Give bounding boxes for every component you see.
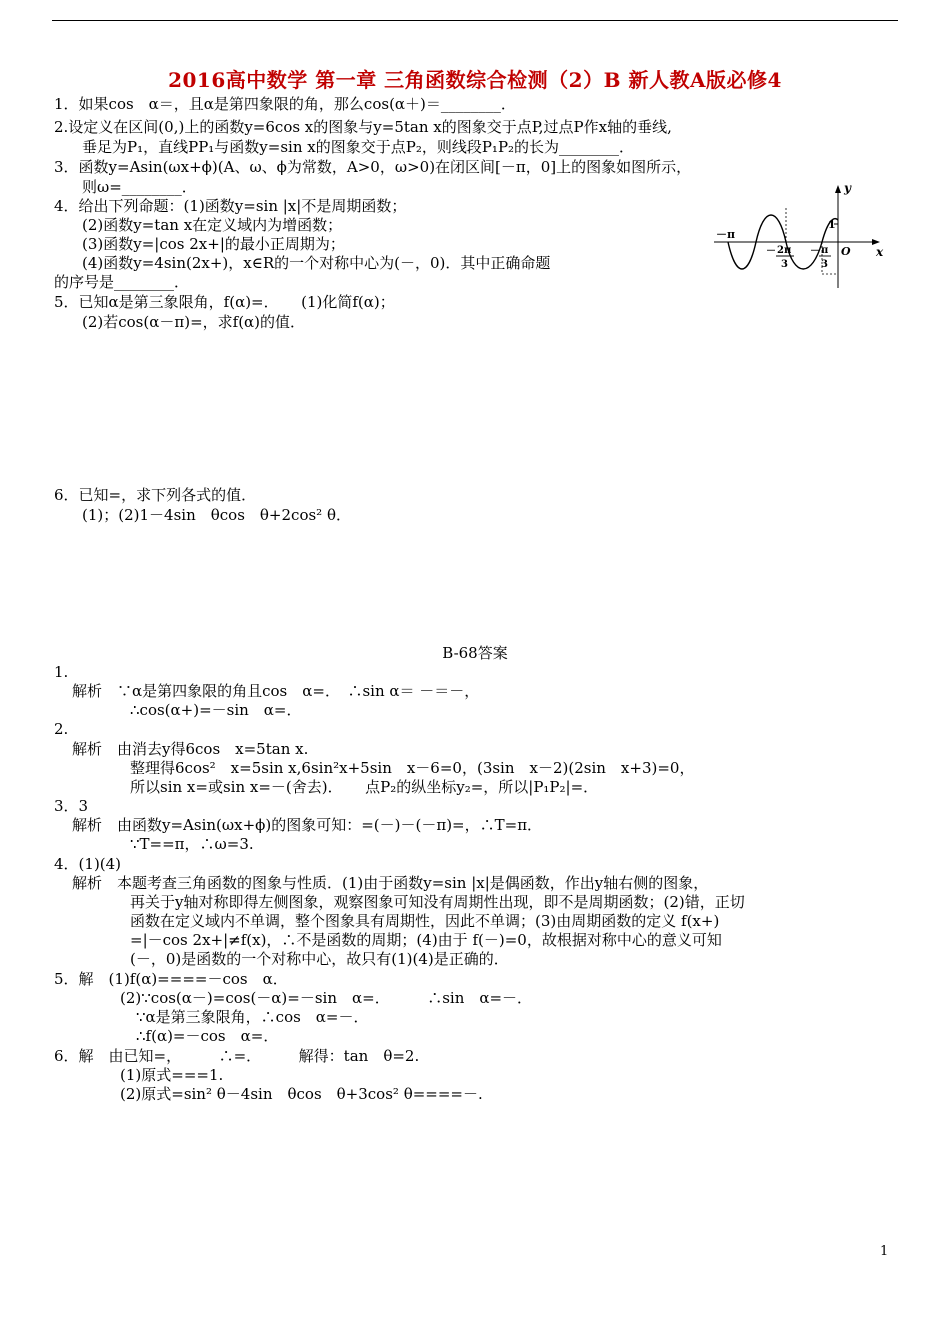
neg-pi-third-den: 3 [821,259,828,270]
answer-1-cont: ∴cos(α+)=－sin α=． [130,701,302,719]
question-3: 3．函数y=Asin(ωx+ϕ)(A、ω、ϕ为常数，A>0，ω>0)在闭区间[－π，0]上的图象如图所示， [54,158,692,176]
top-rule [52,20,898,21]
question-2: 2.设定义在区间(0,)上的函数y=6cos x的图象与y=5tan x的图象交于点P,过点P作x轴的垂线, [54,118,672,136]
answers-heading: B-68答案 [442,644,508,662]
answer-3-analysis: 解析 由函数y=Asin(ωx+ϕ)的图象可知：=(－)－(－π)=，∴T=π． [72,816,543,834]
question-3-cont: 则ω=________． [82,178,197,196]
answer-1-label: 1. [54,663,69,681]
answer-6-solution: 6．解 由已知=， ∴=． 解得：tan θ=2. [54,1047,420,1065]
x-axis-label: x [876,245,884,259]
question-4: 4．给出下列命题：(1)函数y=sin |x|不是周期函数； [54,197,407,215]
y-axis-label: y [844,181,851,195]
answer-4-cont-3: =|－cos 2x+|≠f(x)，∴不是函数的周期；(4)由于 f(－)=0，故根据对称中心的意义可知 [130,931,722,949]
question-5-part-2: (2)若cos(α－π)=，求f(α)的值． [82,313,306,331]
answer-2-cont-1: 整理得6cos² x=5sin x,6sin²x+5sin x－6=0，(3sin x－2)(2sin x+3)=0， [130,759,695,777]
answer-4-cont-1: 再关于y轴对称即得左侧图象，观察图象可知没有周期性出现，即不是周期函数；(2)错，正切 [130,893,745,911]
question-4-item-3: (3)函数y=|cos 2x+|的最小正周期为； [82,235,345,253]
page-number: 1 [880,1244,889,1259]
answer-4-cont-4: (－，0)是函数的一个对称中心，故只有(1)(4)是正确的． [130,950,509,968]
answer-4-analysis: 解析 本题考查三角函数的图象与性质．(1)由于函数y=sin |x|是偶函数，作出y轴右侧的图象， [72,874,709,892]
answer-6-part-2: (2)原式=sin² θ－4sin θcos θ+3cos² θ====－. [120,1085,483,1103]
answer-2-cont-2: 所以sin x=或sin x=－(舍去)． 点P₂的纵坐标y₂=，所以|P₁P₂|=． [130,778,599,796]
question-4-cont: 的序号是________． [54,273,190,291]
answer-5-part-2: (2)∵cos(α－)=cos(－α)=－sin α=． ∴sin α=－． [120,989,533,1007]
answer-4-label: 4．(1)(4) [54,855,122,873]
question-6-parts: (1)；(2)1－4sin θcos θ+2cos² θ． [82,506,351,524]
neg-pi-third-minus: － [810,246,820,257]
neg-two-pi-third-minus: － [766,246,776,257]
answer-3-label: 3．3 [54,797,89,815]
question-4-item-4: (4)函数y=4sin(2x+)，x∈R的一个对称中心为(－，0)．其中正确命题 [82,254,551,272]
neg-pi-label: －π [716,228,736,241]
page-title: 2016高中数学 第一章 三角函数综合检测（2）B 新人教A版必修4 [168,68,782,92]
question-4-item-2: (2)函数y=tan x在定义域内为增函数； [82,216,343,234]
y-tick-label-1: 1 [828,218,836,231]
neg-pi-third-num: π [821,245,829,256]
neg-two-pi-third-num: 2π [777,245,792,256]
question-5: 5．已知α是第三象限角，f(α)=． (1)化简f(α)； [54,293,395,311]
y-axis-arrow [835,185,841,193]
question-2-cont: 垂足为P₁，直线PP₁与函数y=sin x的图象交于点P₂，则线段P₁P₂的长为________． [82,138,635,156]
sine-graph-figure [714,180,890,290]
answer-5-cont-2: ∴f(α)=－cos α=． [136,1027,279,1045]
answer-3-cont: ∵T==π，∴ω=3. [130,835,254,853]
origin-label: O [841,245,851,258]
answer-5-cont-1: ∵α是第三象限角，∴cos α=－． [136,1008,369,1026]
answer-6-part-1: (1)原式===1. [120,1066,224,1084]
answer-4-cont-2: 函数在定义域内不单调，整个图象具有周期性，因此不单调；(3)由周期函数的定义 f(x+) [130,912,720,930]
question-1: 1．如果cos α＝，且α是第四象限的角，那么cos(α＋)＝________． [54,95,516,113]
answer-5-part-1: 5．解 (1)f(α)====－cos α． [54,970,288,988]
answer-2-analysis: 解析 由消去y得6cos x=5tan x. [72,740,309,758]
neg-two-pi-third-den: 3 [781,259,788,270]
answer-1-analysis: 解析 ∵α是第四象限的角且cos α=． ∴sin α＝ －＝－， [72,682,480,700]
answer-2-label: 2. [54,720,69,738]
question-6: 6．已知=，求下列各式的值． [54,486,257,504]
